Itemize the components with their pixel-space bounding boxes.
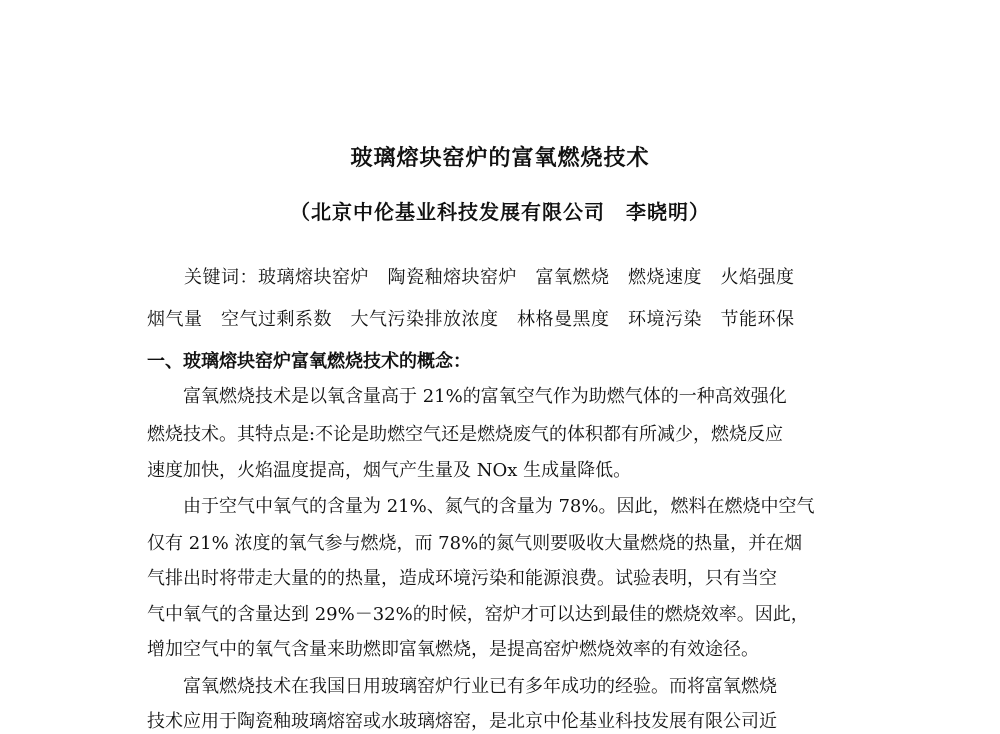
paragraph-line: 技术应用于陶瓷釉玻璃熔窑或水玻璃熔窑，是北京中伦基业科技发展有限公司近 [147,711,777,732]
paragraph-line: 气排出时将带走大量的的热量，造成环境污染和能源浪费。试验表明，只有当空 [147,568,777,589]
paragraph-line: 富氧燃烧技术是以氧含量高于 21%的富氧空气作为助燃气体的一种高效强化 [147,386,787,407]
keywords-line-2: 烟气量 空气过剩系数 大气污染排放浓度 林格曼黑度 环境污染 节能环保 [147,309,795,330]
section-heading: 一、玻璃熔块窑炉富氧燃烧技术的概念： [147,351,471,372]
keywords-line-1: 关键词：玻璃熔块窑炉 陶瓷釉熔块窑炉 富氧燃烧 燃烧速度 火焰强度 [147,267,795,288]
document-title: 玻璃熔块窑炉的富氧燃烧技术 [350,146,650,171]
paragraph-line: 增加空气中的氧气含量来助燃即富氧燃烧，是提高窑炉燃烧效率的有效途径。 [147,639,759,660]
paragraph-line: 速度加快，火焰温度提高，烟气产生量及 NOx 生成量降低。 [147,460,632,481]
paragraph-line: 仅有 21% 浓度的氧气参与燃烧，而 78%的氮气则要吸收大量燃烧的热量，并在烟 [147,533,803,554]
paragraph-line: 由于空气中氧气的含量为 21%、氮气的含量为 78%。因此，燃料在燃烧中空气 [147,496,815,517]
paragraph-line: 富氧燃烧技术在我国日用玻璃窑炉行业已有多年成功的经验。而将富氧燃烧 [147,676,777,697]
paragraph-line: 气中氧气的含量达到 29%－32%的时候，窑炉才可以达到最佳的燃烧效率。因此， [147,604,809,625]
paragraph-line: 燃烧技术。其特点是:不论是助燃空气还是燃烧废气的体积都有所减少，燃烧反应 [147,424,784,445]
document-subtitle: （北京中伦基业科技发展有限公司 李晓明） [290,200,710,224]
